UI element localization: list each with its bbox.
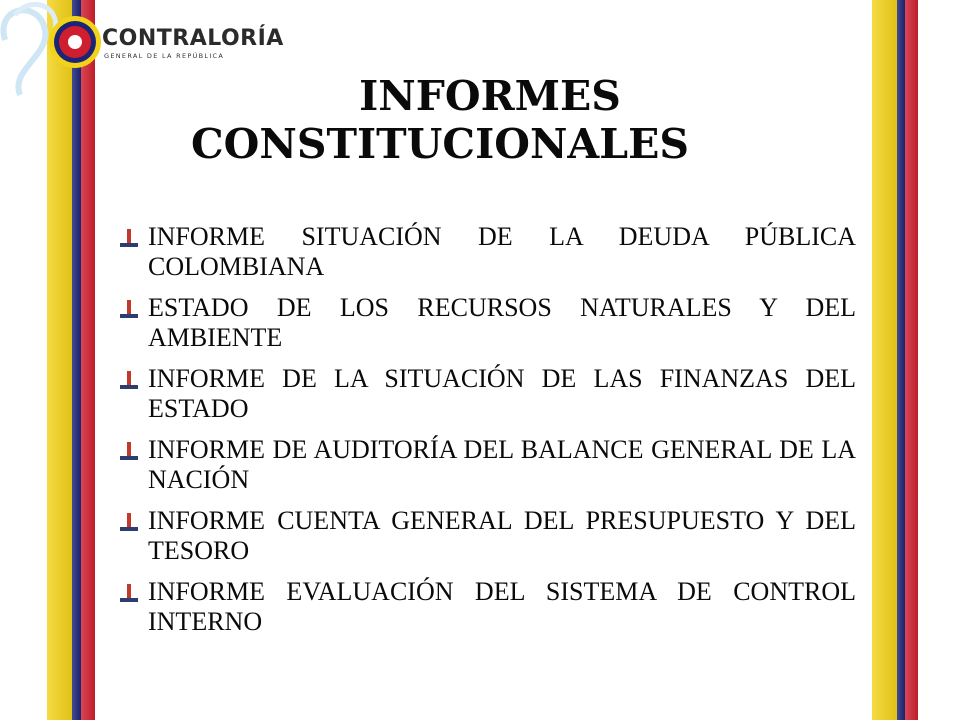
bullet-icon — [120, 229, 138, 253]
flag-stripe-red-right — [905, 0, 918, 720]
list-item-text: INFORME EVALUACIÓN DEL SISTEMA DE CONTROL INTERNO — [148, 577, 856, 636]
bullet-icon — [120, 300, 138, 324]
list-item-text: INFORME DE LA SITUACIÓN DE LAS FINANZAS DEL ESTADO — [148, 364, 856, 423]
bullet-icon — [120, 442, 138, 466]
list-item — [118, 364, 856, 424]
list-item — [118, 577, 856, 637]
bullet-icon — [120, 513, 138, 537]
flag-stripe-yellow-right — [872, 0, 897, 720]
logo-title: CONTRALORÍA — [102, 26, 284, 51]
list-item-text: INFORME CUENTA GENERAL DEL PRESUPUESTO Y DEL TESORO — [148, 506, 856, 565]
title-line-1: INFORMES — [359, 72, 621, 120]
list-item-text: ESTADO DE LOS RECURSOS NATURALES Y DEL AMBIENTE — [148, 293, 856, 352]
list-item — [118, 506, 856, 566]
list-item — [118, 222, 856, 282]
title-line-2: CONSTITUCIONALES — [191, 120, 689, 168]
report-list — [118, 222, 856, 648]
list-item — [118, 293, 856, 353]
page-title — [140, 72, 840, 168]
list-item — [118, 435, 856, 495]
bullet-icon — [120, 371, 138, 395]
logo-subtitle: GENERAL DE LA REPÚBLICA — [104, 52, 225, 60]
ribbon-emblem-icon — [0, 0, 110, 120]
list-item-text: INFORME SITUACIÓN DE LA DEUDA PÚBLICA COLOMBIANA — [148, 222, 856, 281]
flag-stripe-blue-right — [897, 0, 905, 720]
bullet-icon — [120, 584, 138, 608]
list-item-text: INFORME DE AUDITORÍA DEL BALANCE GENERAL DE LA NACIÓN — [148, 435, 856, 494]
